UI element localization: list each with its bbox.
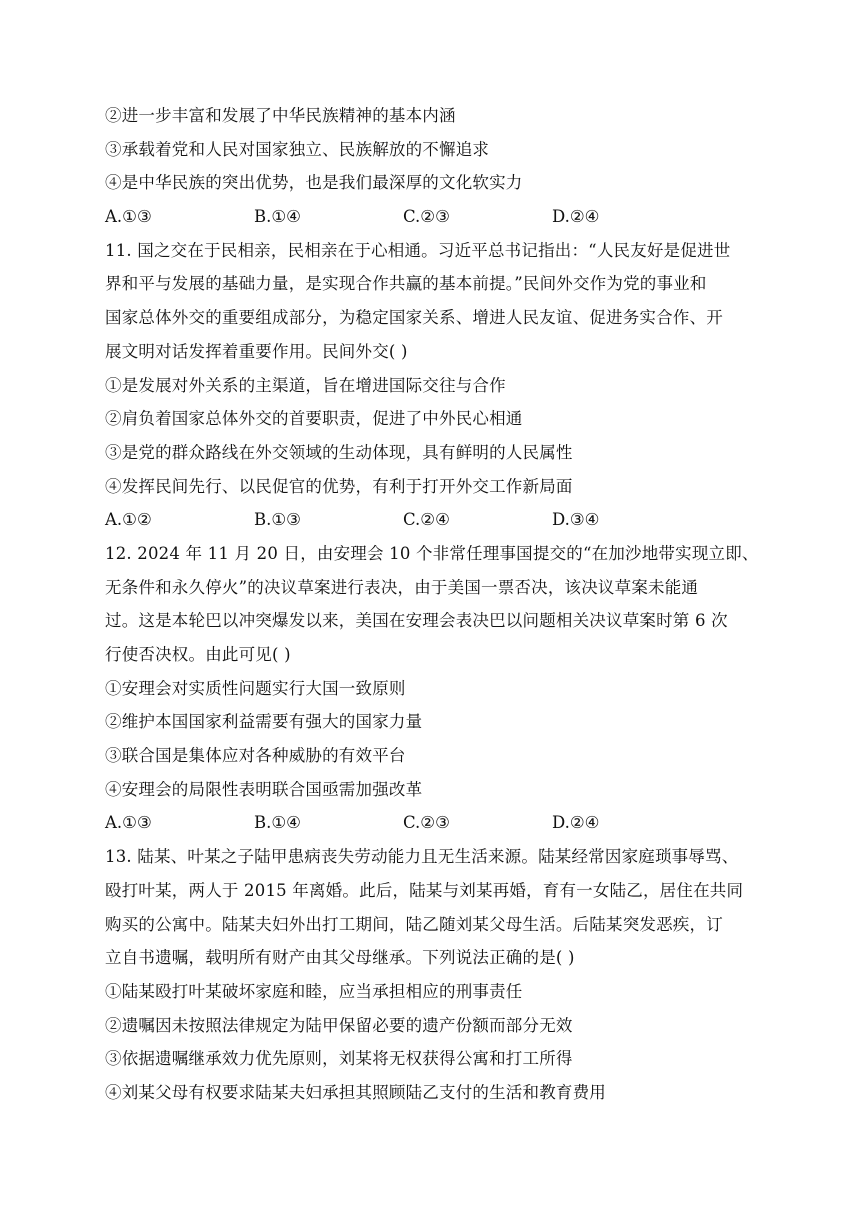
question-stem: 无条件和永久停火”的决议草案进行表决，由于美国一票否决，该决议草案未能通 (105, 577, 699, 597)
option-a: A.①② (105, 510, 152, 530)
statement: ④安理会的局限性表明联合国亟需加强改革 (105, 779, 423, 799)
option-b: B.①④ (254, 813, 301, 833)
question-stem: 12. 2024 年 11 月 20 日，由安理会 10 个非常任理事国提交的“在加沙地带实现立即、 (105, 543, 759, 563)
question-11 (105, 234, 765, 537)
statement: ①陆某殴打叶某破坏家庭和睦，应当承担相应的刑事责任 (105, 981, 523, 1001)
statement: ③联合国是集体应对各种威胁的有效平台 (105, 746, 406, 766)
statement: ④发挥民间先行、以民促官的优势，有利于打开外交工作新局面 (105, 476, 573, 496)
statement: ①是发展对外关系的主渠道，旨在增进国际交往与合作 (105, 375, 506, 395)
question-stem: 购买的公寓中。陆某夫妇外出打工期间，陆乙随刘某父母生活。后陆某突发恶疾，订 (105, 914, 723, 934)
question-stem: 过。这是本轮巴以冲突爆发以来，美国在安理会表决巴以问题相关决议草案时第 6 次 (105, 611, 728, 631)
option-d: D.③④ (552, 510, 600, 530)
statement: ①安理会对实质性问题实行大国一致原则 (105, 678, 406, 698)
statement: ④是中华民族的突出优势，也是我们最深厚的文化软实力 (105, 173, 523, 193)
statement: ③是党的群众路线在外交领域的生动体现，具有鲜明的人民属性 (105, 442, 573, 462)
question-stem: 国家总体外交的重要组成部分，为稳定国家关系、增进人民友谊、促进务实合作、开 (105, 308, 723, 328)
statement: ④刘某父母有权要求陆某夫妇承担其照顾陆乙支付的生活和教育费用 (105, 1082, 606, 1102)
answer-options (105, 200, 765, 234)
statement: ②进一步丰富和发展了中华民族精神的基本内涵 (105, 106, 456, 125)
question-stem: 13. 陆某、叶某之子陆甲患病丧失劳动能力且无生活来源。陆某经常因家庭琐事辱骂、 (105, 847, 739, 867)
exam-page (105, 99, 765, 1110)
prev-question (105, 99, 765, 234)
question-stem: 殴打叶某，两人于 2015 年离婚。此后，陆某与刘某再婚，育有一女陆乙，居住在共同 (105, 880, 744, 900)
option-c: C.②④ (403, 510, 450, 530)
statement: ③承载着党和人民对国家独立、民族解放的不懈追求 (105, 139, 490, 159)
question-stem: 立自书遗嘱，载明所有财产由其父母继承。下列说法正确的是( ) (105, 948, 575, 968)
answer-options (105, 503, 765, 537)
option-a: A.①③ (105, 813, 152, 833)
option-d: D.②④ (552, 813, 600, 833)
option-b: B.①④ (254, 207, 301, 227)
option-b: B.①③ (254, 510, 301, 530)
question-13 (105, 840, 765, 1110)
option-c: C.②③ (403, 813, 450, 833)
option-a: A.①③ (105, 207, 152, 227)
question-stem: 行使否决权。由此可见( ) (105, 645, 291, 664)
statement: ③依据遗嘱继承效力优先原则，刘某将无权获得公寓和打工所得 (105, 1049, 573, 1069)
statement: ②维护本国国家利益需要有强大的国家力量 (105, 712, 423, 732)
question-stem: 展文明对话发挥着重要作用。民间外交( ) (105, 341, 408, 361)
option-c: C.②③ (403, 207, 450, 227)
answer-options (105, 806, 765, 840)
question-stem: 11. 国之交在于民相亲，民相亲在于心相通。习近平总书记指出：“人民友好是促进世 (105, 240, 731, 260)
question-12 (105, 537, 765, 840)
option-d: D.②④ (552, 207, 600, 227)
statement: ②肩负着国家总体外交的首要职责，促进了中外民心相通 (105, 409, 523, 429)
question-stem: 界和平与发展的基础力量，是实现合作共赢的基本前提。”民间外交作为党的事业和 (105, 274, 707, 294)
statement: ②遗嘱因未按照法律规定为陆甲保留必要的遗产份额而部分无效 (105, 1015, 573, 1035)
